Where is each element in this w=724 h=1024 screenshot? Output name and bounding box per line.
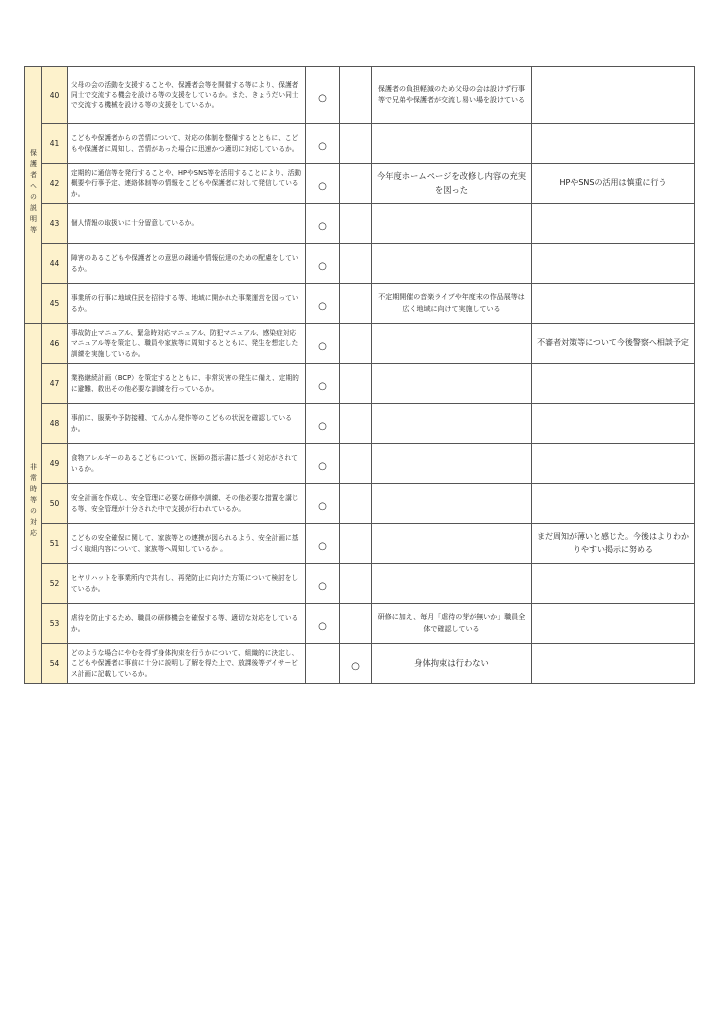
no-check bbox=[340, 564, 372, 604]
yes-check-text: ○ bbox=[318, 621, 327, 632]
table-row bbox=[25, 164, 695, 204]
yes-check-text: ○ bbox=[318, 92, 327, 104]
yes-check bbox=[306, 364, 340, 404]
item-text bbox=[68, 444, 306, 484]
item-text-text: 定期的に通信等を発行することや、HPやSNS等を活用することにより、活動概要や行事予定、連絡体制等の情報をこどもや保護者に対して発信しているか。 bbox=[71, 169, 302, 198]
improvement bbox=[532, 244, 695, 284]
table-row bbox=[25, 324, 695, 364]
row-number-text: 43 bbox=[49, 219, 60, 228]
table-row bbox=[25, 524, 695, 564]
improvement bbox=[532, 524, 695, 564]
category-cell bbox=[25, 67, 42, 324]
improvement bbox=[532, 404, 695, 444]
row-number bbox=[42, 164, 68, 204]
no-check bbox=[340, 484, 372, 524]
current-status bbox=[372, 284, 532, 324]
row-number bbox=[42, 364, 68, 404]
improvement bbox=[532, 604, 695, 644]
improvement bbox=[532, 564, 695, 604]
yes-check-text: ○ bbox=[318, 341, 327, 352]
row-number bbox=[42, 524, 68, 564]
no-check bbox=[340, 524, 372, 564]
current-status bbox=[372, 364, 532, 404]
item-text-text: 事業所の行事に地域住民を招待する等、地域に開かれた事業運営を図っているか。 bbox=[71, 294, 299, 313]
table-row bbox=[25, 364, 695, 404]
yes-check bbox=[306, 644, 340, 684]
row-number-text: 44 bbox=[49, 259, 60, 268]
current-status bbox=[372, 67, 532, 124]
yes-check bbox=[306, 524, 340, 564]
row-number bbox=[42, 604, 68, 644]
table-row bbox=[25, 404, 695, 444]
item-text bbox=[68, 164, 306, 204]
improvement-text: 不審者対策等について今後警察へ相談予定 bbox=[537, 338, 689, 348]
item-text-text: 障害のあるこどもや保護者との意思の疎通や情報伝達のための配慮をしているか。 bbox=[71, 254, 299, 273]
current-status bbox=[372, 444, 532, 484]
current-status bbox=[372, 204, 532, 244]
item-text bbox=[68, 564, 306, 604]
yes-check-text: ○ bbox=[318, 461, 327, 472]
category-label: 保護者への説明等 bbox=[29, 149, 38, 237]
row-number bbox=[42, 564, 68, 604]
current-status bbox=[372, 564, 532, 604]
item-text-text: こどもの安全確保に関して、家族等との連携が図られるよう、安全計画に基づく取組内容について、家族等へ周知しているか 。 bbox=[71, 534, 299, 553]
item-text bbox=[68, 124, 306, 164]
improvement bbox=[532, 164, 695, 204]
item-text bbox=[68, 244, 306, 284]
current-status bbox=[372, 244, 532, 284]
yes-check bbox=[306, 164, 340, 204]
no-check bbox=[340, 444, 372, 484]
current-status-text: 不定期開催の音楽ライブや年度末の作品展等は広く地域に向けて実施している bbox=[378, 293, 525, 313]
row-number bbox=[42, 124, 68, 164]
item-text bbox=[68, 324, 306, 364]
row-number-text: 50 bbox=[49, 499, 60, 508]
current-status-text: 今年度ホームページを改修し内容の充実を図った bbox=[376, 171, 527, 195]
current-status-text: 身体拘束は行わない bbox=[414, 657, 489, 668]
row-number bbox=[42, 244, 68, 284]
current-status bbox=[372, 604, 532, 644]
row-number-text: 42 bbox=[49, 179, 60, 188]
no-check bbox=[340, 204, 372, 244]
no-check bbox=[340, 324, 372, 364]
current-status bbox=[372, 644, 532, 684]
yes-check bbox=[306, 244, 340, 284]
row-number bbox=[42, 444, 68, 484]
yes-check bbox=[306, 404, 340, 444]
improvement bbox=[532, 444, 695, 484]
table-row bbox=[25, 67, 695, 124]
yes-check-text: ○ bbox=[318, 421, 327, 432]
no-check bbox=[340, 244, 372, 284]
no-check bbox=[340, 124, 372, 164]
current-status bbox=[372, 404, 532, 444]
table-row bbox=[25, 124, 695, 164]
row-number bbox=[42, 67, 68, 124]
current-status bbox=[372, 484, 532, 524]
row-number-text: 52 bbox=[49, 579, 60, 588]
item-text-text: 事故防止マニュアル、緊急時対応マニュアル、防犯マニュアル、感染症対応マニュアル等を策定し、職員や家族等に周知するとともに、発生を想定した訓練を実施しているか。 bbox=[71, 329, 299, 358]
row-number bbox=[42, 404, 68, 444]
item-text-text: 食物アレルギーのあるこどもについて、医師の指示書に基づく対応がされているか。 bbox=[71, 454, 298, 473]
improvement bbox=[532, 364, 695, 404]
row-number-text: 40 bbox=[49, 90, 60, 100]
improvement bbox=[532, 124, 695, 164]
table-row bbox=[25, 484, 695, 524]
evaluation-table bbox=[24, 66, 695, 684]
category-label: 非常時等の対応 bbox=[29, 463, 38, 540]
item-text bbox=[68, 644, 306, 684]
yes-check-text: ○ bbox=[318, 181, 327, 192]
improvement bbox=[532, 644, 695, 684]
row-number bbox=[42, 484, 68, 524]
yes-check-text: ○ bbox=[318, 381, 327, 392]
category-cell bbox=[25, 324, 42, 684]
yes-check-text: ○ bbox=[318, 541, 327, 552]
no-check bbox=[340, 67, 372, 124]
item-text-text: どのような場合にやむを得ず身体拘束を行うかについて、組織的に決定し、こどもや保護者に事前に十分に説明し了解を得た上で、放課後等デイサービス計画に記載しているか。 bbox=[71, 649, 299, 678]
yes-check bbox=[306, 284, 340, 324]
current-status bbox=[372, 164, 532, 204]
yes-check bbox=[306, 484, 340, 524]
current-status-text: 研修に加え、毎月「虐待の芽が無いか」職員全体で確認している bbox=[377, 613, 526, 633]
improvement bbox=[532, 204, 695, 244]
yes-check-text: ○ bbox=[318, 141, 327, 152]
yes-check-text: ○ bbox=[318, 301, 327, 312]
yes-check bbox=[306, 124, 340, 164]
yes-check bbox=[306, 444, 340, 484]
table-row bbox=[25, 444, 695, 484]
item-text-text: 虐待を防止するため、職員の研修機会を確保する等、適切な対応をしているか。 bbox=[71, 614, 299, 633]
item-text bbox=[68, 524, 306, 564]
yes-check-text: ○ bbox=[318, 501, 327, 512]
table-row bbox=[25, 204, 695, 244]
no-check bbox=[340, 364, 372, 404]
yes-check bbox=[306, 204, 340, 244]
current-status bbox=[372, 124, 532, 164]
improvement bbox=[532, 484, 695, 524]
no-check-text: ○ bbox=[351, 661, 360, 672]
item-text-text: 個人情報の取扱いに十分留意しているか。 bbox=[71, 219, 199, 228]
item-text bbox=[68, 67, 306, 124]
no-check bbox=[340, 284, 372, 324]
item-text bbox=[68, 404, 306, 444]
no-check bbox=[340, 404, 372, 444]
row-number-text: 49 bbox=[49, 459, 60, 468]
yes-check-text: ○ bbox=[318, 261, 327, 272]
item-text bbox=[68, 604, 306, 644]
item-text bbox=[68, 484, 306, 524]
item-text-text: 業務継続計画（BCP）を策定するとともに、非常災害の発生に備え、定期的に避難、救出その他必要な訓練を行っているか。 bbox=[71, 374, 299, 393]
item-text-text: 事前に、服薬や予防接種、てんかん発作等のこどもの状況を確認しているか。 bbox=[71, 414, 292, 433]
item-text bbox=[68, 364, 306, 404]
improvement bbox=[532, 284, 695, 324]
table-row bbox=[25, 284, 695, 324]
improvement bbox=[532, 67, 695, 124]
row-number-text: 41 bbox=[49, 139, 60, 148]
current-status bbox=[372, 524, 532, 564]
current-status bbox=[372, 324, 532, 364]
row-number-text: 45 bbox=[49, 299, 60, 308]
row-number-text: 54 bbox=[49, 659, 60, 668]
item-text-text: こどもや保護者からの苦情について、対応の体制を整備するとともに、こどもや保護者に周知し、苦情があった場合に迅速かつ適切に対応しているか。 bbox=[71, 134, 299, 153]
table-row bbox=[25, 644, 695, 684]
no-check bbox=[340, 604, 372, 644]
no-check bbox=[340, 164, 372, 204]
row-number bbox=[42, 644, 68, 684]
yes-check bbox=[306, 564, 340, 604]
row-number-text: 46 bbox=[49, 339, 60, 348]
table-row bbox=[25, 604, 695, 644]
yes-check bbox=[306, 324, 340, 364]
row-number-text: 51 bbox=[49, 539, 60, 548]
row-number bbox=[42, 204, 68, 244]
yes-check bbox=[306, 604, 340, 644]
row-number-text: 53 bbox=[49, 619, 60, 628]
row-number-text: 48 bbox=[49, 419, 60, 428]
yes-check-text: ○ bbox=[318, 581, 327, 592]
item-text-text: 父母の会の活動を支援することや、保護者会等を開催する等により、保護者同士で交流する機会を設ける等の支援をしているか。また、きょうだい同士で交流する機械を設ける等の支援をしているか。 bbox=[71, 80, 299, 110]
table-row bbox=[25, 564, 695, 604]
row-number-text: 47 bbox=[49, 379, 60, 388]
current-status-text: 保護者の負担軽減のため父母の会は設けず行事等で兄弟や保護者が交流し易い場を設けている bbox=[378, 84, 525, 104]
row-number bbox=[42, 324, 68, 364]
table-row bbox=[25, 244, 695, 284]
item-text-text: 安全計画を作成し、安全管理に必要な研修や訓練、その他必要な措置を講じる等、安全管理が十分された中で支援が行われているか。 bbox=[71, 494, 299, 513]
improvement-text: まだ周知が薄いと感じた。今後はよりわかりやすい掲示に努める bbox=[537, 531, 689, 554]
yes-check bbox=[306, 67, 340, 124]
improvement-text: HPやSNSの活用は慎重に行う bbox=[559, 178, 667, 188]
item-text bbox=[68, 204, 306, 244]
row-number bbox=[42, 284, 68, 324]
improvement bbox=[532, 324, 695, 364]
yes-check-text: ○ bbox=[318, 221, 327, 232]
no-check bbox=[340, 644, 372, 684]
item-text-text: ヒヤリハットを事業所内で共有し、再発防止に向けた方策について検討をしているか。 bbox=[71, 574, 299, 593]
item-text bbox=[68, 284, 306, 324]
